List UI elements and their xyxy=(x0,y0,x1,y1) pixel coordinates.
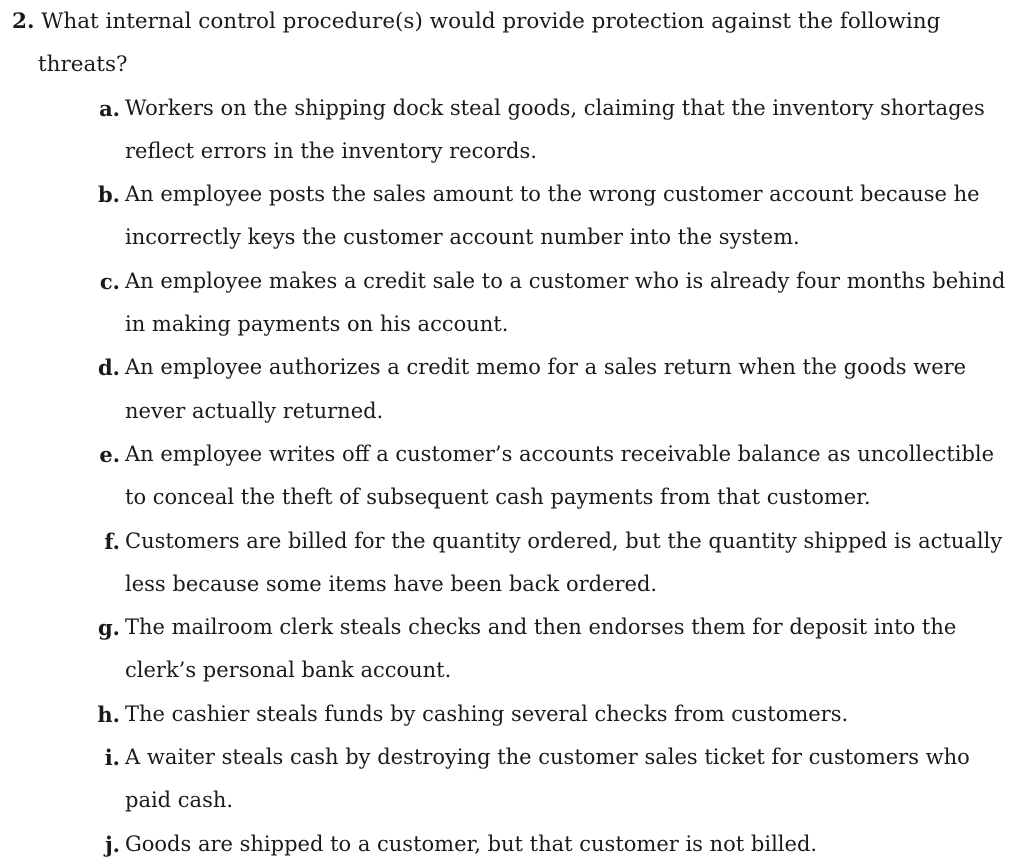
item-text-line: The mailroom clerk steals checks and then endorses them for deposit into the xyxy=(125,615,957,640)
item-text-line: An employee posts the sales amount to the wrong customer account because he xyxy=(125,182,980,207)
item-text-line: Workers on the shipping dock steal goods, claiming that the inventory shortages xyxy=(125,95,985,120)
item-text-line: paid cash. xyxy=(125,788,234,813)
item-text-line: to conceal the theft of subsequent cash payments from that customer. xyxy=(125,485,871,510)
item-text-line: The cashier steals funds by cashing several checks from customers. xyxy=(125,701,849,726)
item-text-line: never actually returned. xyxy=(125,398,384,423)
threat-item-e xyxy=(0,433,1024,520)
item-text-line: less because some items have been back ordered. xyxy=(125,571,658,596)
question-2 xyxy=(12,0,1018,87)
item-text-line: in making payments on his account. xyxy=(125,312,509,337)
item-letter: h. xyxy=(97,701,120,727)
item-text-line: An employee writes off a customer’s accounts receivable balance as uncollectible xyxy=(125,441,995,466)
threat-item-d xyxy=(0,346,1024,433)
item-text-line: incorrectly keys the customer account number into the system. xyxy=(125,225,800,250)
item-letter: g. xyxy=(98,615,120,641)
item-text-line: reflect errors in the inventory records. xyxy=(125,138,537,163)
threat-item-h xyxy=(0,693,1024,736)
item-text-line: An employee makes a credit sale to a customer who is already four months behind xyxy=(125,268,1006,293)
threat-item-f xyxy=(0,520,1024,607)
threat-item-i xyxy=(0,736,1024,823)
question-line-1 xyxy=(12,0,1018,43)
question-text-1: What internal control procedure(s) would provide protection against the following xyxy=(41,9,941,34)
item-text-line: An employee authorizes a credit memo for a sales return when the goods were xyxy=(125,355,967,380)
question-number: 2. xyxy=(12,9,35,34)
item-text-line: Goods are shipped to a customer, but that customer is not billed. xyxy=(125,831,818,856)
threat-item-a xyxy=(0,87,1024,174)
item-letter: a. xyxy=(99,95,120,121)
item-letter: b. xyxy=(98,182,120,208)
threat-item-j xyxy=(0,823,1024,866)
item-letter: f. xyxy=(104,528,120,554)
item-letter: e. xyxy=(99,441,120,467)
item-text-line: Customers are billed for the quantity ordered, but the quantity shipped is actually xyxy=(125,528,1003,553)
threat-item-b xyxy=(0,173,1024,260)
threat-item-g xyxy=(0,606,1024,693)
item-letter: i. xyxy=(104,745,120,771)
item-text-line: A waiter steals cash by destroying the customer sales ticket for customers who xyxy=(125,745,970,770)
item-letter: c. xyxy=(99,268,120,294)
item-letter: d. xyxy=(98,355,120,381)
item-text-line: clerk’s personal bank account. xyxy=(125,658,452,683)
item-letter: j. xyxy=(105,831,120,857)
threat-list xyxy=(0,87,1024,866)
threat-item-c xyxy=(0,260,1024,347)
question-line-2: threats? xyxy=(38,52,128,78)
